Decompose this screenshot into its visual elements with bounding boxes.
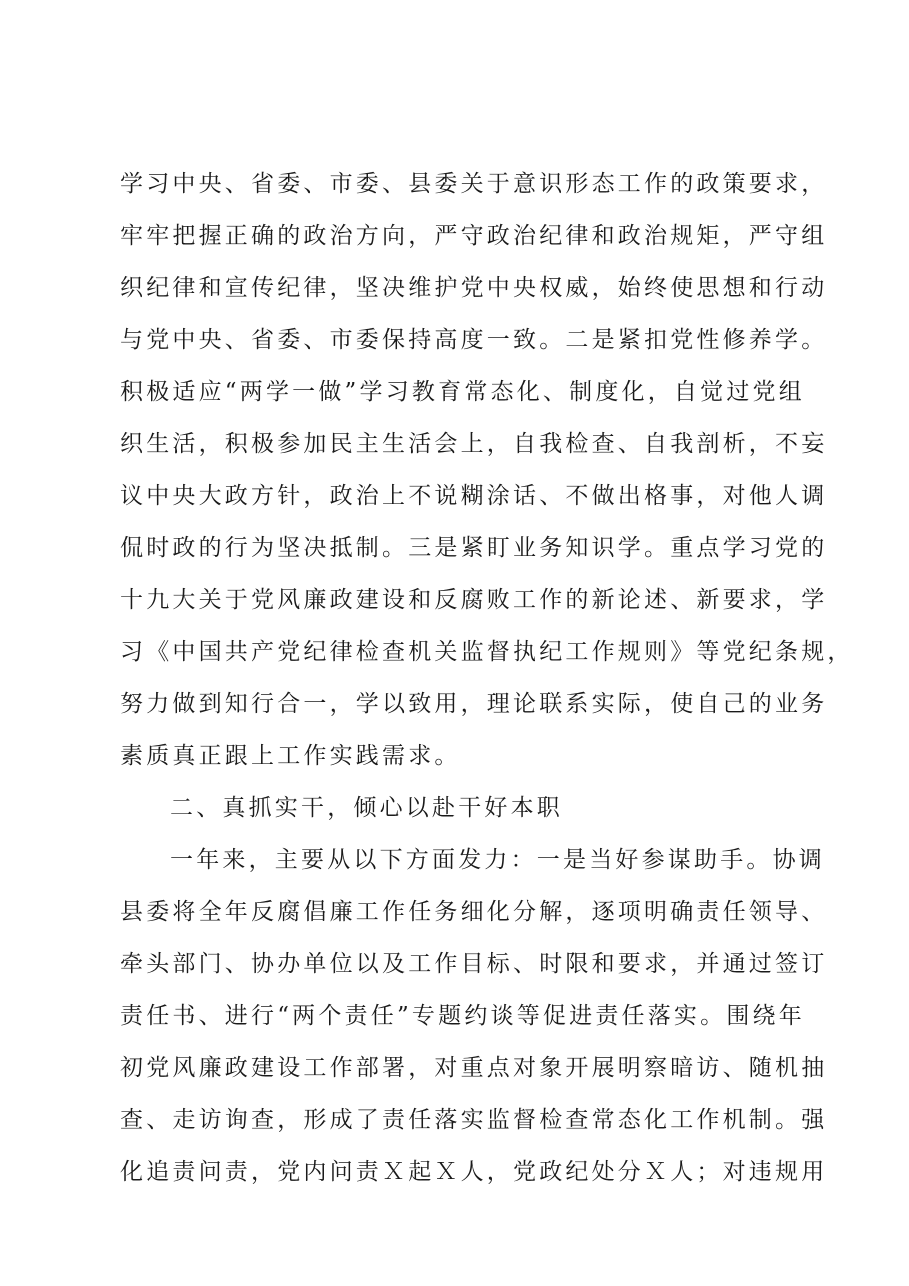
text-line-18: 初党风廉政建设工作部署，对重点对象开展明察暗访、随机抽 xyxy=(120,1055,828,1081)
document-body xyxy=(120,158,854,1198)
text-line-5: 积极适应“两学一做”学习教育常态化、制度化，自觉过党组 xyxy=(120,379,805,405)
text-line-8: 侃时政的行为坚决抵制。三是紧盯业务知识学。重点学习党的 xyxy=(120,535,828,561)
text-line-10: 习《中国共产党纪律检查机关监督执纪工作规则》等党纪条规， xyxy=(120,639,854,665)
text-line-19: 查、走访询查，形成了责任落实监督检查常态化工作机制。强 xyxy=(120,1107,828,1133)
text-line-12: 素质真正跟上工作实践需求。 xyxy=(120,743,461,769)
text-line-6: 织生活，积极参加民主生活会上，自我检查、自我剖析，不妄 xyxy=(120,431,828,457)
text-line-7: 议中央大政方针，政治上不说糊涂话、不做出格事，对他人调 xyxy=(120,483,828,509)
section-heading: 二、真抓实干，倾心以赴干好本职 xyxy=(170,795,563,821)
text-line-14: 一年来，主要从以下方面发力：一是当好参谋助手。协调 xyxy=(170,847,825,873)
text-line-15: 县委将全年反腐倡廉工作任务细化分解，逐项明确责任领导、 xyxy=(120,899,828,925)
text-line-17: 责任书、进行“两个责任”专题约谈等促进责任落实。围绕年 xyxy=(120,1003,805,1029)
text-line-3: 织纪律和宣传纪律，坚决维护党中央权威，始终使思想和行动 xyxy=(120,275,828,301)
text-line-11: 努力做到知行合一，学以致用，理论联系实际，使自己的业务 xyxy=(120,691,828,717)
text-line-4: 与党中央、省委、市委保持高度一致。二是紧扣党性修养学。 xyxy=(120,327,828,353)
text-line-16: 牵头部门、协办单位以及工作目标、时限和要求，并通过签订 xyxy=(120,951,828,977)
text-line-9: 十九大关于党风廉政建设和反腐败工作的新论述、新要求，学 xyxy=(120,587,828,613)
text-line-2: 牢牢把握正确的政治方向，严守政治纪律和政治规矩，严守组 xyxy=(120,223,828,249)
text-line-20: 化追责问责，党内问责Ｘ起Ｘ人，党政纪处分Ｘ人；对违规用 xyxy=(120,1159,828,1185)
text-line-1: 学习中央、省委、市委、县委关于意识形态工作的政策要求， xyxy=(120,171,828,197)
